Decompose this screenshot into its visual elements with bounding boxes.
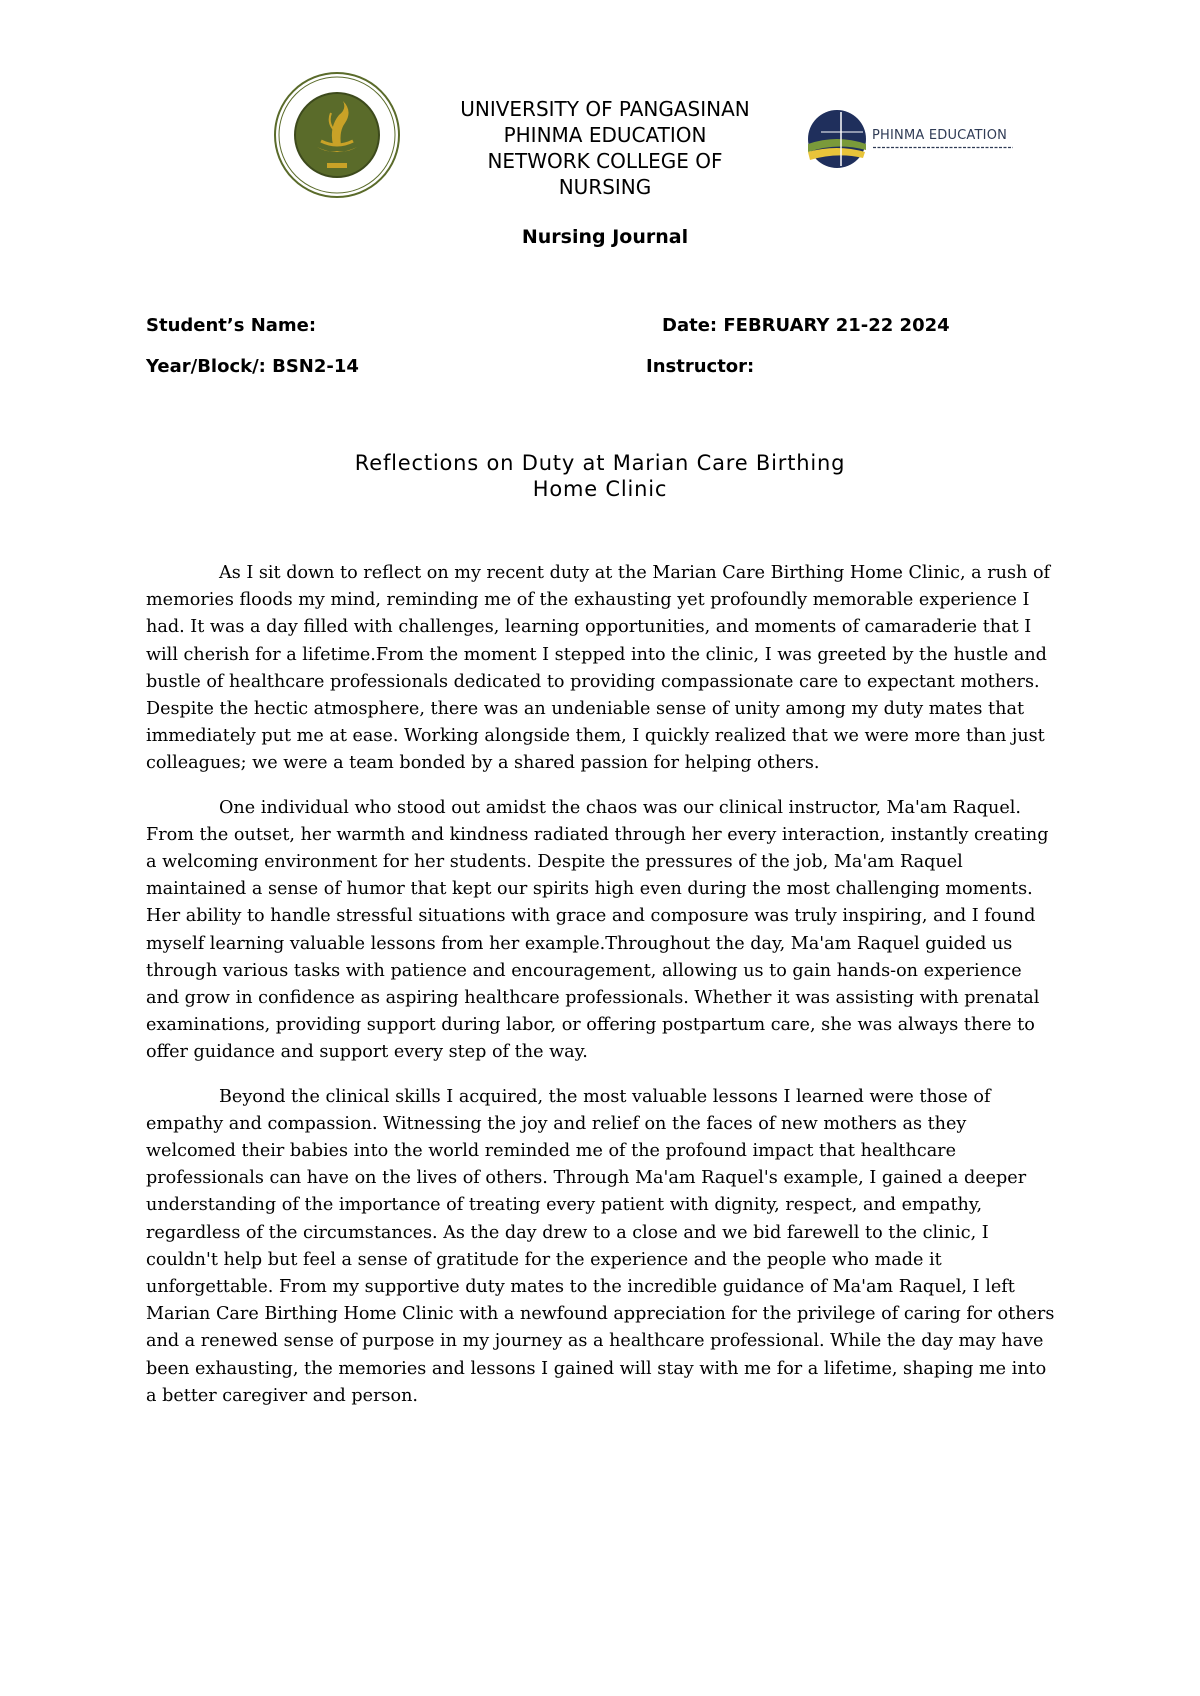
phinma-globe-icon bbox=[803, 108, 873, 170]
university-header bbox=[420, 96, 790, 200]
reflection-title-line-1: Reflections on Duty at Marian Care Birthing bbox=[354, 451, 846, 475]
paragraph-1: As I sit down to reflect on my recent duty at the Marian Care Birthing Home Clinic, a rush of memories floods my mind, reminding me of the exhausting yet profoundly memorable experience I had. It was a day filled with challenges, learning opportunities, and moments of camaraderie that I will cherish for a lifetime.From the moment I stepped into the clinic, I was greeted by the hustle and bustle of healthcare professionals dedicated to providing compassionate care to expectant mothers. Despite the hectic atmosphere, there was an undeniable sense of unity among my duty mates that immediately put me at ease. Working alongside them, I quickly realized that we were more than just colleagues; we were a team bonded by a shared passion for helping others. bbox=[146, 563, 1051, 774]
student-name-field: Student’s Name: bbox=[146, 315, 317, 336]
phinma-tagline-mark bbox=[873, 145, 1013, 150]
university-line-1: UNIVERSITY OF PANGASINAN bbox=[460, 97, 750, 121]
university-line-4: NURSING bbox=[558, 175, 652, 199]
journal-body bbox=[146, 560, 1058, 1427]
university-line-2: PHINMA EDUCATION bbox=[503, 123, 707, 147]
date-field: Date: FEBRUARY 21-22 2024 bbox=[662, 315, 950, 336]
paragraph-2: One individual who stood out amidst the chaos was our clinical instructor, Ma'am Raquel. From the outset, her warmth and kindness radiated through her every interaction, instantly creating a welcoming environment for her students. Despite the pressures of the job, Ma'am Raquel maintained a sense of humor that kept our spirits high even during the most challenging moments. Her ability to handle stressful situations with grace and composure was truly inspiring, and I found myself learning valuable lessons from her example.Throughout the day, Ma'am Raquel guided us through various tasks with patience and encouragement, allowing us to gain hands-on experience and grow in confidence as aspiring healthcare professionals. Whether it was assisting with prenatal examinations, providing support during labor, or offering postpartum care, she was always there to offer guidance and support every step of the way. bbox=[146, 797, 1049, 1063]
journal-title: Nursing Journal bbox=[521, 226, 689, 248]
university-seal-icon bbox=[273, 71, 401, 199]
reflection-title bbox=[250, 450, 950, 502]
university-line-3: NETWORK COLLEGE OF bbox=[487, 149, 723, 173]
phinma-logo-text: PHINMA EDUCATION bbox=[872, 128, 1008, 143]
year-block-field: Year/Block/: BSN2-14 bbox=[146, 356, 359, 377]
instructor-field: Instructor: bbox=[646, 356, 755, 377]
reflection-title-line-2: Home Clinic bbox=[532, 477, 668, 501]
paragraph-3: Beyond the clinical skills I acquired, the most valuable lessons I learned were those of empathy and compassion. Witnessing the joy and relief on the faces of new mothers as they welcomed their babies into the world reminded me of the profound impact that healthcare professionals can have on the lives of others. Through Ma'am Raquel's example, I gained a deeper understanding of the importance of treating every patient with dignity, respect, and empathy, regardless of the circumstances. As the day drew to a close and we bid farewell to the clinic, I couldn't help but feel a sense of gratitude for the experience and the people who made it unforgettable. From my supportive duty mates to the incredible guidance of Ma'am Raquel, I left Marian Care Birthing Home Clinic with a newfound appreciation for the privilege of caring for others and a renewed sense of purpose in my journey as a healthcare professional. While the day may have been exhausting, the memories and lessons I gained will stay with me for a lifetime, shaping me into a better caregiver and person. bbox=[146, 1086, 1055, 1406]
